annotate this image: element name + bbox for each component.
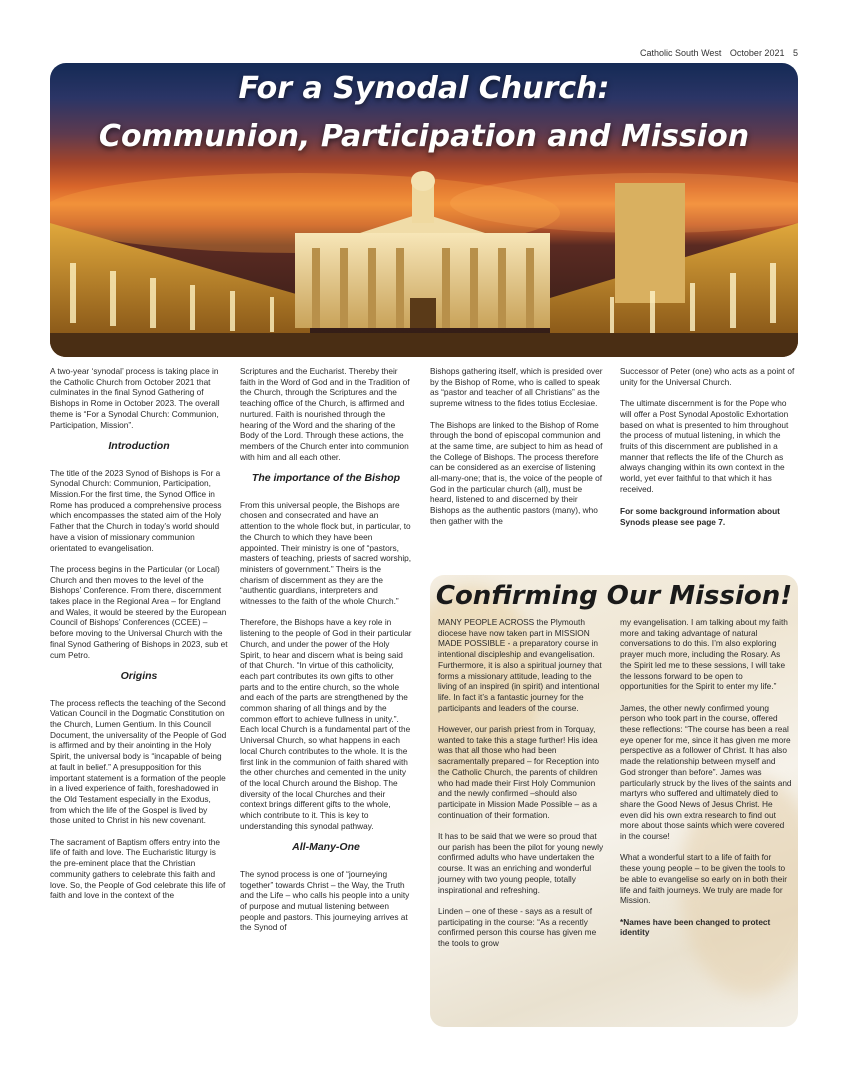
article-column-3: [430, 366, 605, 537]
bishop-paragraph-2: Therefore, the Bishops have a key role in listening to the people of God in their particular Church, and under the power of the Holy Spirit, to hear and discern what is being said of that Church. “In virtue of this catholicity, each part contributes its own gifts to other parts and to the entire church, so the whole and each of the parts are strengthened by the common sharing of all things and by the common effort to achieve fullness in unity.”. Each local Church is a fundamental part of the Universal Church, so what happens in each local Church contributes to the whole. It is the first link in the communion of faith shared with the other churches and cemented in the unity of the local Church around the Bishop. The diversity of the local Churches and their context brings different gifts to the whole, which contribute to it. This is key to understanding this synodal pathway.: [240, 617, 412, 831]
sidebar-paragraph: However, our parish priest from in Torquay, wanted to take this a stage further! His idea was that all those who had been sacramentally prepared – for Reception into the Catholic Church, the parents of children who had made their First Holy Communion and the newly confirmed –should also participate in Mission Made Possible – as a continuation of their formation.: [438, 724, 599, 820]
publication-name: Catholic South West: [640, 48, 722, 58]
heading-bishop: The importance of the Bishop: [251, 472, 401, 485]
hero-banner: [50, 63, 798, 357]
hero-title-line1: For a Synodal Church:: [238, 71, 610, 106]
bishop-paragraph-1: From this universal people, the Bishops are chosen and consecrated and have an attention to the whole flock but, in particular, to the Church to which they have been appointed. Their ministry is one of “pastors, masters of teaching, priests of sacred worship, ministers of government.” Theirs is the charism of discernment as they are the “authentic guardians, interpreters and witnesses to the faith of the whole Church.”: [240, 499, 412, 607]
process-paragraph: The process begins in the Particular (or Local) Church and then moves to the level of the Bishops’ Conference. From there, discernment takes place in the Regional Area – for England and Wales, it would be steered by the European Council of Bishops’ Conferences (CCEE) – before moving to the Universal Church with the final Synod Gathering of Bishops in 2023, sub et cum Petro.: [50, 563, 228, 660]
baptism-paragraph: The sacrament of Baptism offers entry into the life of faith and love. The Eucharistic liturgy is the pre-eminent place that the Christian community gathers to celebrate this faith and love. So, the People of God celebrate this life of faith and love in the context of the: [50, 836, 226, 901]
article-column-2: [240, 366, 412, 944]
ultimate-paragraph: The ultimate discernment is for the Pope who will offer a Post Synodal Apostolic Exhortation based on what is presented to him throughout the process of mutual listening, in which the fruits of this discernment are published in a manner that reflects the life of the Church as always changing within its own context in the world, yet ever faithful to that which it has received.: [620, 398, 789, 494]
hero-title-line2: Communion, Participation and Mission: [98, 119, 750, 154]
heading-all-many-one: All-Many-One: [292, 841, 360, 854]
successor-paragraph: Successor of Peter (one) who acts as a point of unity for the Universal Church.: [620, 366, 795, 387]
sidebar-paragraph: What a wonderful start to a life of faith for these young people – to be given the tools to be able to evangelise so early on in both their life and faith journeys. We truly are made for Mission.: [620, 852, 787, 906]
article-column-1: [50, 366, 228, 912]
sidebar-title: Confirming Our Mission!: [435, 581, 793, 611]
sidebar-column-1: [438, 617, 608, 959]
sidebar-paragraph: my evangelisation. I am talking about my faith more and taking advantage of natural conversations to do this. I’m also exploring prayer much more, including the Rosary. As the Spirit led me to these sessions, I will take the lessons forward to be open to opportunities for the Spirit to enter my life.”: [620, 617, 788, 692]
masthead: [634, 48, 798, 58]
sidebar-paragraph: James, the other newly confirmed young person who took part in the course, offered these reflections: “The course has been a real eye opener for me, since it has given me more perspective as a follower of Christ. It has also made the relationship between myself and God stronger than before”. James was particularly struck by the lives of the saints and martyrs who suffered and ultimately died to share the Good News of Jesus Christ. He even did his own extra research to find out more about those saints which were covered in the course!: [620, 702, 792, 842]
sidebar-paragraph: Linden – one of these - says as a result of participating in the course: “As a recently confirmed person this course has given me the tools to grow: [438, 905, 597, 949]
sidebar-paragraph: MANY PEOPLE ACROSS the Plymouth diocese have now taken part in MISSION MADE POSSIBLE - a preparatory course in intentional discipleship and evangelisation. Furthermore, it is also a spiritual journey that forms a missionary attitude, leading to the living of an inspired (in spirit) and intentional life. In fact it’s a fantastic journey for the participants and leaders of the course.: [438, 617, 602, 713]
heading-origins: Origins: [120, 669, 158, 682]
names-note: *Names have been changed to protect identity: [620, 916, 771, 938]
synod-continued-paragraph: Bishops gathering itself, which is presided over by the Bishop of Rome, who is called to speak as “pastor and teacher of all Christians” as the supreme witness to the fides totius Ecclesiae.: [430, 366, 603, 409]
st-peters-square-illustration: [50, 63, 798, 357]
linked-paragraph: The Bishops are linked to the Bishop of Rome through the bond of episcopal communion and at the same time, are subject to him as head of the College of Bishops. The process therefore can be considered as an exercise of listening all-many-one; that is, the voice of the people of God in the particular church (all), must be heard, listened to and discerned by their Bishops as the authentic pastors (many), who then gather with the: [430, 419, 603, 526]
sidebar-column-2: [620, 617, 792, 949]
article-column-4: [620, 366, 796, 539]
background-note: For some background information about Synods please see page 7.: [620, 506, 780, 528]
introduction-paragraph: The title of the 2023 Synod of Bishops is For a Synodal Church: Communion, Participation, Mission.For the first time, the Synod Office in Rome has produced a comprehensive process which encompasses the stated aim of the Holy Father that the Church in today’s world should have a vision of missionary communion orientated to evangelisation.: [50, 467, 222, 553]
page-number: 5: [792, 48, 798, 58]
issue-date: October 2021: [729, 48, 785, 58]
sidebar-paragraph: It has to be said that we were so proud that our parish has been the pilot for young newly confirmed adults who have undertaken the course. It was an enriching and wonderful journey with two young people, totally inspirational and refreshing.: [438, 831, 604, 895]
origins-paragraph: The process reflects the teaching of the Second Vatican Council in the Dogmatic Constitution on the Church, Lumen Gentium. In this Council Document, the universality of the People of God is affirmed and by their anointing in the Holy Spirit, the universal body is “incapable of being at fault in belief.” A presupposition for this important statement is a formation of the people in a lived experience of faith, foreshadowed in the Old Testament especially in the Exodus, from which the life of the Gospel is lived by those united to Christ in his new covenant.: [50, 697, 227, 826]
heading-introduction: Introduction: [108, 439, 170, 452]
scriptures-paragraph: Scriptures and the Eucharist. Thereby their faith in the Word of God and in the Tradition of the Church, through the Scriptures and the teaching office of the Church, is affirmed and nurtured. Faith is nourished through the hearing of the Word and the sharing of the Body of the Lord. Through these actions, the members of the Church enter into communion with him and all each other.: [240, 366, 410, 462]
all-many-one-paragraph: The synod process is one of “journeying together” towards Christ – the Way, the Truth and the Life – who calls his people into a unity of purpose and mutual listening between people and pastors. This journeying arrives at the Synod of: [240, 868, 410, 933]
confirming-mission-sidebar: [430, 575, 798, 1027]
intro-paragraph: A two-year ‘synodal’ process is taking place in the Catholic Church from October 2021 that culminates in the final Synod Gathering of Bishops in Rome in October 2023. The overall theme is “For a Synodal Church: Communion, Participation, Mission”.: [50, 366, 220, 430]
